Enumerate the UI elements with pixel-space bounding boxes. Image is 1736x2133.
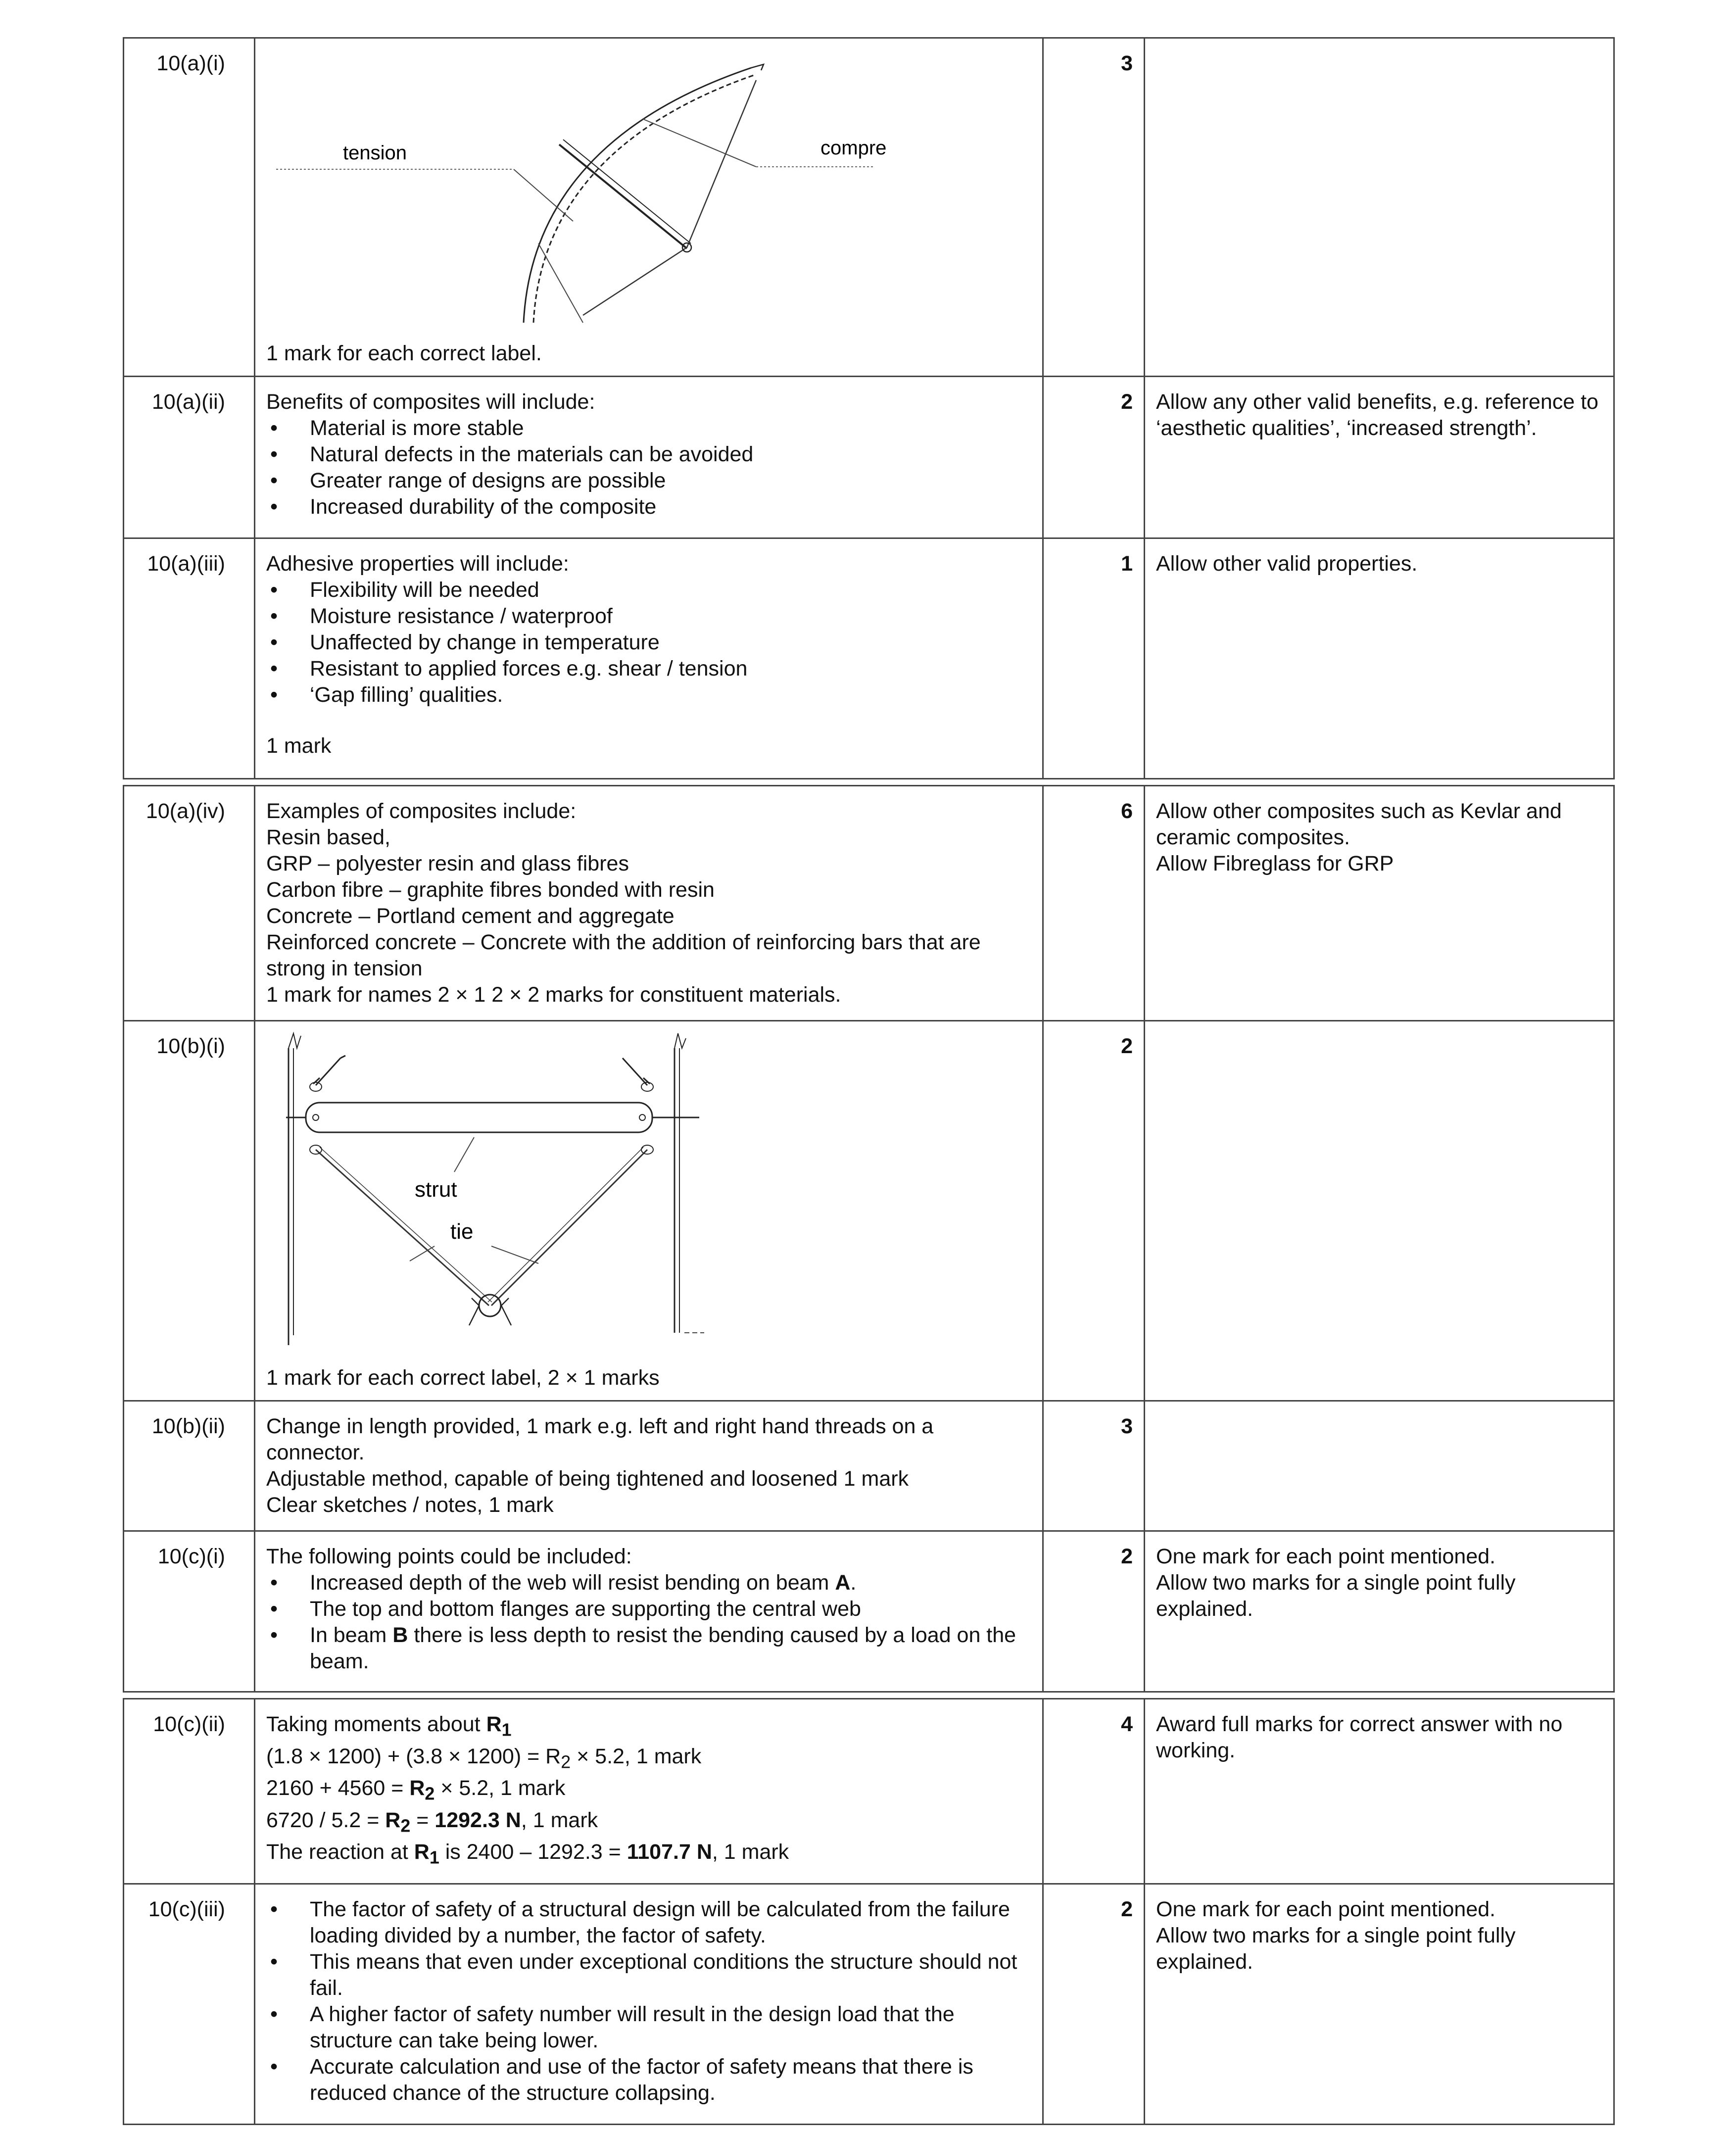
answer-bullets <box>266 577 1031 708</box>
bullet-item <box>266 1570 1031 1596</box>
bullet-item: • Flexibility will be needed <box>266 577 1031 603</box>
guidance-line: Allow other composites such as Kevlar and ceramic composites. <box>1156 799 1562 849</box>
label-tension: tension <box>343 142 407 164</box>
marking-note: 1 mark for each correct label. <box>266 341 542 365</box>
answer-cell <box>255 1531 1043 1692</box>
row-10c-i <box>124 1531 1614 1692</box>
guidance-cell <box>1145 1531 1614 1692</box>
subscript: 2 <box>425 1784 435 1804</box>
guidance-cell: Award full marks for correct answer with no working. <box>1145 1699 1614 1884</box>
mark-scheme-table <box>123 37 1615 2125</box>
guidance-cell: Allow other valid properties. <box>1145 538 1614 779</box>
text-run: is 2400 – 1292.3 = <box>439 1840 627 1864</box>
answer-cell <box>255 1699 1043 1884</box>
marks: 2 <box>1043 1021 1145 1401</box>
calc-line <box>266 1744 1031 1776</box>
bullet-item: • This means that even under exceptional conditions the structure should not fail. <box>266 1949 1031 2001</box>
marks: 2 <box>1043 1531 1145 1692</box>
strut-tie-diagram <box>266 1028 712 1355</box>
bold-text <box>385 1808 411 1836</box>
answer-cell <box>255 786 1043 1021</box>
question-number: 10(a)(iv) <box>124 786 255 1021</box>
row-10c-ii <box>124 1699 1614 1884</box>
guidance-line: Allow two marks for a single point fully explained. <box>1156 1571 1516 1621</box>
bullet-item: • Moisture resistance / waterproof <box>266 603 1031 630</box>
guidance-cell <box>1145 1401 1614 1531</box>
subscript: 2 <box>400 1816 411 1836</box>
row-separator <box>124 1692 1614 1699</box>
marking-note: 1 mark <box>266 734 332 758</box>
arch-diagram <box>266 46 910 342</box>
marks: 2 <box>1043 377 1145 538</box>
text-run: 6720 / 5.2 = <box>266 1808 386 1832</box>
bullet-item: • Increased durability of the composite <box>266 494 1031 520</box>
calc-line <box>266 1711 1031 1744</box>
question-number: 10(a)(i) <box>124 38 255 377</box>
answer-line: Examples of composites include: <box>266 799 577 823</box>
answer-line: GRP – polyester resin and glass fibres <box>266 852 629 875</box>
guidance-cell <box>1145 786 1614 1021</box>
calc-line <box>266 1839 1031 1871</box>
subscript: 1 <box>501 1720 512 1740</box>
answer-line: Change in length provided, 1 mark e.g. left and right hand threads on a connector. <box>266 1414 934 1464</box>
row-10c-iii <box>124 1884 1614 2124</box>
row-10a-ii <box>124 377 1614 538</box>
bullet-item: • A higher factor of safety number will result in the design load that the structure can take being lower. <box>266 2001 1031 2054</box>
calc-line <box>266 1807 1031 1840</box>
text-run: (1.8 × 1200) + (3.8 × 1200) = R <box>266 1744 561 1768</box>
answer-bullets <box>266 1896 1031 2106</box>
guidance-line: One mark for each point mentioned. <box>1156 1545 1495 1568</box>
row-10a-iii <box>124 538 1614 779</box>
answer-line: Clear sketches / notes, 1 mark <box>266 1493 554 1517</box>
bullet-item: • ‘Gap filling’ qualities. <box>266 682 1031 708</box>
text-run: , 1 mark <box>712 1840 789 1864</box>
answer-line: Reinforced concrete – Concrete with the addition of reinforcing bars that are strong in tension <box>266 930 981 980</box>
answer-intro: The following points could be included: <box>266 1545 632 1568</box>
bullet-item: • Greater range of designs are possible <box>266 468 1031 494</box>
bold-text: 1292.3 N <box>434 1808 521 1832</box>
label-tie: tie <box>450 1219 474 1244</box>
marks: 2 <box>1043 1884 1145 2124</box>
row-10b-ii <box>124 1401 1614 1531</box>
bullet-item: • The factor of safety of a structural design will be calculated from the failure loading divided by a number, the factor of safety. <box>266 1896 1031 1949</box>
answer-cell <box>255 1884 1043 2124</box>
bold-text <box>409 1776 435 1804</box>
row-separator <box>124 779 1614 786</box>
answer-line: Carbon fibre – graphite fibres bonded with resin <box>266 878 715 902</box>
guidance-line: Allow two marks for a single point fully explained. <box>1156 1923 1516 1974</box>
bullet-item: • The top and bottom flanges are supporting the central web <box>266 1596 1031 1622</box>
bold-text: B <box>392 1623 408 1647</box>
text-run: , 1 mark <box>521 1808 598 1832</box>
bullet-item: • Material is more stable <box>266 415 1031 441</box>
marking-note: 1 mark for each correct label, 2 × 1 marks <box>266 1366 660 1390</box>
question-number: 10(c)(ii) <box>124 1699 255 1884</box>
guidance-line: Allow Fibreglass for GRP <box>1156 852 1394 875</box>
text-run: The reaction at <box>266 1840 414 1864</box>
bold-text <box>486 1712 512 1740</box>
answer-line: Concrete – Portland cement and aggregate <box>266 904 675 928</box>
marks: 4 <box>1043 1699 1145 1884</box>
question-number: 10(c)(iii) <box>124 1884 255 2124</box>
bold-text: A <box>835 1571 851 1595</box>
bold-text <box>414 1840 439 1868</box>
answer-line: Resin based, <box>266 825 390 849</box>
answer-cell <box>255 538 1043 779</box>
answer-intro: Benefits of composites will include: <box>266 390 595 414</box>
row-10a-i <box>124 38 1614 377</box>
guidance-cell <box>1145 1884 1614 2124</box>
question-number: 10(b)(i) <box>124 1021 255 1401</box>
question-number: 10(c)(i) <box>124 1531 255 1692</box>
answer-cell <box>255 38 1043 377</box>
answer-cell <box>255 1021 1043 1401</box>
text-run: Increased depth of the web will resist bending on beam <box>310 1571 835 1595</box>
answer-line: 1 mark for names 2 × 1 2 × 2 marks for constituent materials. <box>266 983 841 1007</box>
marks: 6 <box>1043 786 1145 1021</box>
bullet-item: • Resistant to applied forces e.g. shear / tension <box>266 656 1031 682</box>
text-run: R <box>486 1712 502 1736</box>
bullet-item: • Accurate calculation and use of the factor of safety means that there is reduced chance of the structure collapsing. <box>266 2054 1031 2106</box>
calc-line <box>266 1775 1031 1807</box>
row-10a-iv <box>124 786 1614 1021</box>
guidance-cell <box>1145 1021 1614 1401</box>
text-run: × 5.2, 1 mark <box>434 1776 566 1800</box>
text-run: . <box>850 1571 857 1595</box>
subscript: 1 <box>429 1847 439 1868</box>
question-number: 10(a)(iii) <box>124 538 255 779</box>
guidance-line: One mark for each point mentioned. <box>1156 1897 1495 1921</box>
text-run: there is less depth to resist the bending caused by a load on the beam. <box>310 1623 1016 1673</box>
text-run: R <box>409 1776 425 1800</box>
text-run: 2160 + 4560 = <box>266 1776 410 1800</box>
text-run: × 5.2, 1 mark <box>571 1744 702 1768</box>
answer-cell <box>255 1401 1043 1531</box>
answer-bullets <box>266 1570 1031 1675</box>
marks: 3 <box>1043 38 1145 377</box>
guidance-cell: Allow any other valid benefits, e.g. reference to ‘aesthetic qualities’, ‘increased strength’. <box>1145 377 1614 538</box>
question-number: 10(b)(ii) <box>124 1401 255 1531</box>
text-run: Taking moments about <box>266 1712 486 1736</box>
answer-line: Adjustable method, capable of being tightened and loosened 1 mark <box>266 1467 909 1491</box>
label-compression: compre <box>820 137 887 159</box>
row-10b-i <box>124 1021 1614 1401</box>
bullet-item: • Unaffected by change in temperature <box>266 630 1031 656</box>
bold-text: 1107.7 N <box>627 1840 712 1864</box>
bullet-item <box>266 1622 1031 1675</box>
label-strut: strut <box>415 1177 457 1202</box>
text-run: R <box>414 1840 430 1864</box>
answer-intro: Adhesive properties will include: <box>266 552 569 576</box>
text-run: = <box>410 1808 435 1832</box>
answer-bullets <box>266 415 1031 520</box>
guidance-cell <box>1145 38 1614 377</box>
bullet-item: • Natural defects in the materials can be avoided <box>266 441 1031 468</box>
marks: 3 <box>1043 1401 1145 1531</box>
question-number: 10(a)(ii) <box>124 377 255 538</box>
answer-cell <box>255 377 1043 538</box>
text-run: R <box>385 1808 401 1832</box>
subscript: 2 <box>561 1752 571 1772</box>
text-run: In beam <box>310 1623 393 1647</box>
marks: 1 <box>1043 538 1145 779</box>
